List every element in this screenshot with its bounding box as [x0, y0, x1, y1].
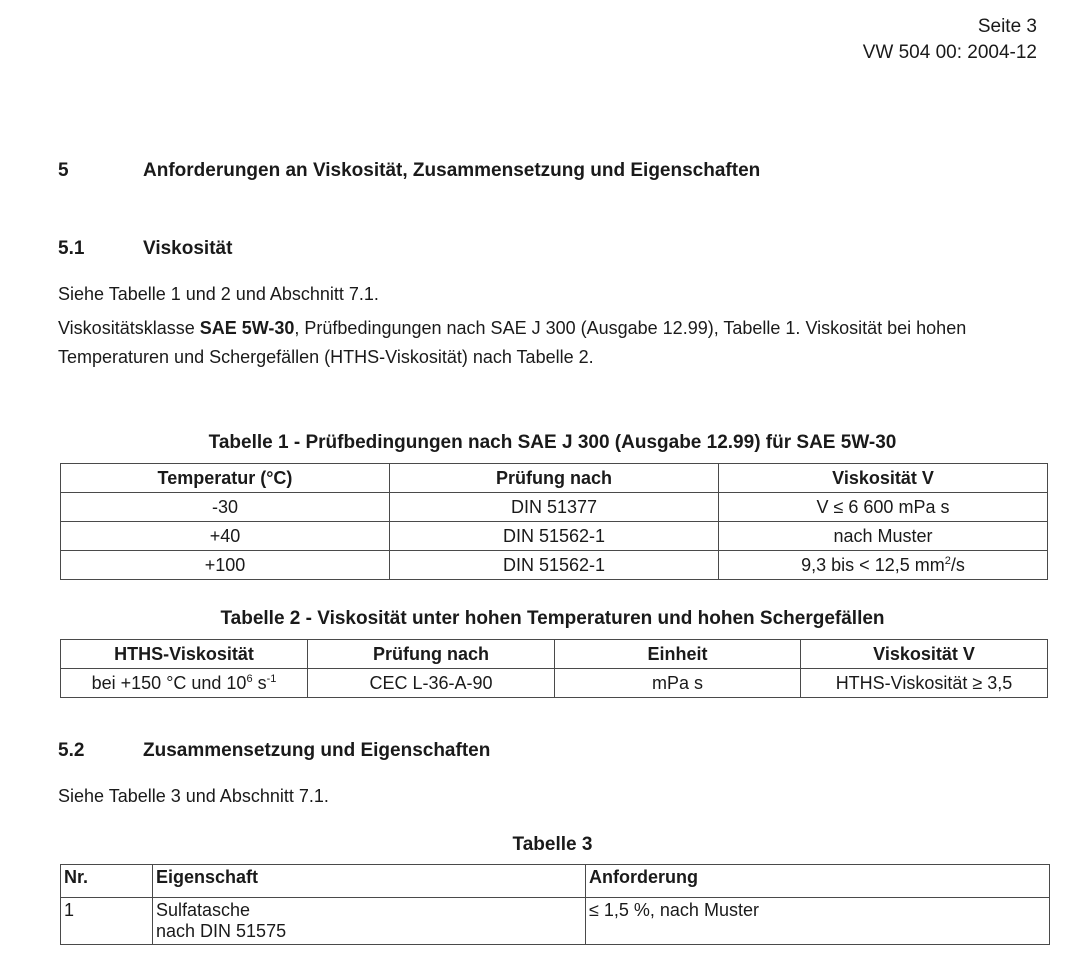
column-header: Eigenschaft: [153, 865, 586, 898]
table-cell: HTHS-Viskosität ≥ 3,5: [801, 669, 1048, 698]
section-5-1-heading: [58, 238, 232, 260]
table-cell: [719, 551, 1048, 580]
table-cell: [61, 669, 308, 698]
text: nach DIN 51575: [156, 921, 287, 941]
table-row: [61, 669, 1048, 698]
column-header: Temperatur (°C): [61, 464, 390, 493]
table-3-caption: Tabelle 3: [512, 834, 593, 855]
table-row: [61, 493, 1048, 522]
text: s: [252, 672, 267, 693]
section-5-2-heading: [58, 740, 490, 762]
page-number: Seite 3: [977, 16, 1037, 37]
column-header: Anforderung: [586, 865, 1050, 898]
table-cell: mPa s: [555, 669, 801, 698]
table-1-caption: Tabelle 1 - Prüfbedingungen nach SAE J 300 (Ausgabe 12.99) für SAE 5W-30: [208, 432, 897, 453]
page-header: [863, 14, 1037, 66]
table-2-caption: Tabelle 2 - Viskosität unter hohen Temperaturen und hohen Schergefällen: [220, 608, 885, 629]
column-header: HTHS-Viskosität: [61, 640, 308, 669]
table-3: [60, 864, 1050, 945]
column-header: Prüfung nach: [308, 640, 555, 669]
section-number: 5.2: [58, 740, 85, 761]
table-cell: DIN 51377: [390, 493, 719, 522]
table-cell: DIN 51562-1: [390, 522, 719, 551]
text: , Prüfbedingungen nach SAE J 300 (Ausgabe 12.99), Tabelle 1. Viskosität bei hohen Temperaturen und Schergefällen (HTHS-Viskosität) nach Tabelle 2.: [58, 318, 967, 367]
column-header: Nr.: [61, 865, 153, 898]
superscript: 2: [944, 554, 951, 567]
superscript: -1: [266, 672, 277, 685]
paragraph-see-tables: Siehe Tabelle 1 und 2 und Abschnitt 7.1.: [58, 284, 379, 304]
text: Sulfatasche: [156, 900, 251, 920]
section-title: Viskosität: [143, 238, 233, 259]
section-title: Zusammensetzung und Eigenschaften: [143, 740, 491, 761]
table-cell: CEC L-36-A-90: [308, 669, 555, 698]
column-header: Viskosität V: [719, 464, 1048, 493]
column-header: Viskosität V: [801, 640, 1048, 669]
bold-text: SAE 5W-30: [199, 318, 295, 338]
table-cell: [153, 898, 586, 945]
table-cell: -30: [61, 493, 390, 522]
document-id: VW 504 00: 2004-12: [862, 42, 1037, 63]
table-cell: V ≤ 6 600 mPa s: [719, 493, 1048, 522]
text: bei +150 °C und 10: [91, 672, 247, 693]
table-cell: ≤ 1,5 %, nach Muster: [586, 898, 1050, 945]
table-2: [60, 639, 1048, 698]
column-header: Einheit: [555, 640, 801, 669]
section-5-heading: [58, 160, 760, 182]
table-cell: +40: [61, 522, 390, 551]
text: Viskositätsklasse: [58, 318, 200, 338]
paragraph-viscosity-class: [58, 314, 1037, 372]
text: 9,3 bis < 12,5 mm: [801, 554, 945, 575]
paragraph-see-table-3: Siehe Tabelle 3 und Abschnitt 7.1.: [58, 786, 329, 806]
table-cell: DIN 51562-1: [390, 551, 719, 580]
section-number: 5: [58, 160, 69, 181]
text: /s: [950, 554, 965, 575]
column-header: Prüfung nach: [390, 464, 719, 493]
table-row: [61, 551, 1048, 580]
table-1: [60, 463, 1048, 580]
table-header-row: [61, 464, 1048, 493]
table-row: [61, 522, 1048, 551]
superscript: 6: [246, 672, 253, 685]
section-number: 5.1: [58, 238, 85, 259]
table-cell: nach Muster: [719, 522, 1048, 551]
table-header-row: [61, 640, 1048, 669]
table-cell: 1: [61, 898, 153, 945]
table-row: [61, 898, 1050, 945]
table-header-row: [61, 865, 1050, 898]
section-title: Anforderungen an Viskosität, Zusammensetzung und Eigenschaften: [143, 160, 761, 181]
table-cell: +100: [61, 551, 390, 580]
